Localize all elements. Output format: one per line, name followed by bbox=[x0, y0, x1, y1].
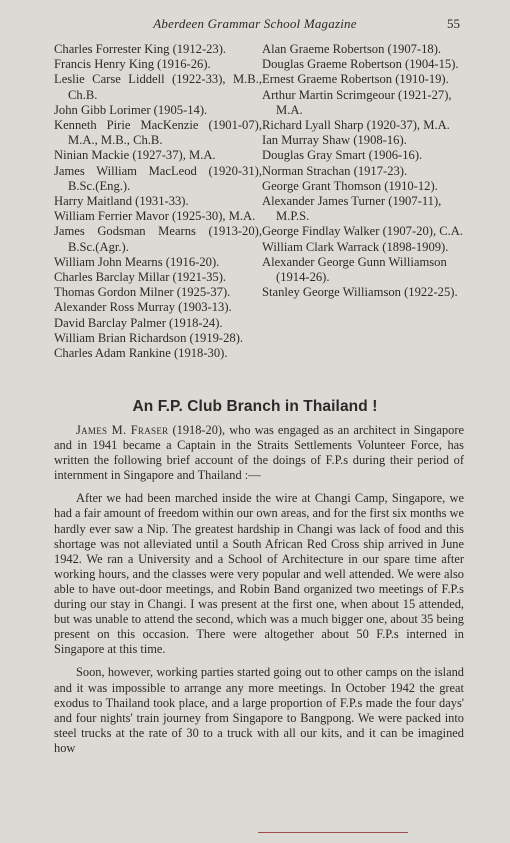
name-entry: Charles Barclay Millar (1921-35). bbox=[54, 270, 227, 285]
name-entry: George Findlay Walker (1907-20), C.A. bbox=[262, 224, 464, 239]
article-title: An F.P. Club Branch in Thailand ! bbox=[132, 398, 378, 415]
article-paragraph: After we had been marched inside the wire at Changi Camp, Singapore, we had a fair amount of freedom within our own areas, and for the first six months we hardly ever saw a Nip. The greatest hardship in Changi was lack of food and this shortage was not alleviated until a South African Red Cross ship arrived in June 1942. We ran a University and a School of Architecture in our spare time after working hours, and the classes were very popular and well attended. We were also able to have out-door meetings, and Robin Band organized two meetings of F.P.s during our stay in Changi. I was present at the first one, when about 15 attended, but was unable to attend the second, which was a much bigger one, about 35 being present on this occasion. There were altogether about 50 F.P.s interned in Singapore at this time. bbox=[54, 491, 464, 657]
name-entry: Thomas Gordon Milner (1925-37). bbox=[54, 285, 231, 300]
name-entry: Ernest Graeme Robertson (1910-19). bbox=[262, 72, 449, 87]
author-name: James M. Fraser bbox=[76, 423, 169, 437]
name-entry: Alexander George Gunn Williamson (1914-26). bbox=[262, 254, 447, 285]
name-entry: William Ferrier Mavor (1925-30), M.A. bbox=[54, 209, 256, 224]
intro-text: (1918-20), who was engaged as an architect in Singapore and in 1941 became a Captain in the Straits Settlements Volunteer Force, has written the following brief account of the doings of F.P.s during their period of internment in Singapore and Thailand :— bbox=[54, 423, 464, 483]
name-list bbox=[54, 42, 464, 372]
name-entry: Francis Henry King (1916-26). bbox=[54, 57, 211, 72]
name-entry: John Gibb Lorimer (1905-14). bbox=[54, 102, 208, 117]
name-entry: Norman Strachan (1917-23). bbox=[262, 163, 408, 178]
name-entry: George Grant Thomson (1910-12). bbox=[262, 178, 438, 193]
name-entry: Stanley George Williamson (1922-25). bbox=[262, 285, 458, 300]
name-entry: Ninian Mackie (1927-37), M.A. bbox=[54, 148, 216, 163]
article-body bbox=[54, 423, 464, 756]
name-entry: Douglas Gray Smart (1906-16). bbox=[262, 148, 423, 163]
name-entry: Ian Murray Shaw (1908-16). bbox=[262, 133, 407, 148]
page-number: 55 bbox=[447, 16, 460, 31]
name-entry: James Godsman Mearns (1913-20), B.Sc.(Agr.). bbox=[54, 224, 262, 254]
bottom-rule bbox=[258, 832, 408, 833]
name-entry: William John Mearns (1916-20). bbox=[54, 254, 220, 269]
name-entry: William Clark Warrack (1898-1909). bbox=[262, 239, 449, 254]
name-entry: David Barclay Palmer (1918-24). bbox=[54, 315, 223, 330]
name-entry: Alan Graeme Robertson (1907-18). bbox=[262, 42, 442, 56]
name-entry: Alexander Ross Murray (1903-13). bbox=[54, 300, 232, 315]
running-title: Aberdeen Grammar School Magazine bbox=[153, 16, 357, 31]
article-intro-paragraph bbox=[54, 423, 464, 483]
article-paragraph: Soon, however, working parties started going out to other camps on the island and it was impossible to arrange any more meetings. In October 1942 the great exodus to Thailand took place, and a large proportion of F.P.s made the four days' and four nights' train journey from Singapore to Bangpong. We were packed into steel trucks at the rate of 30 to a truck with all our kits, and it can be imagined how bbox=[54, 665, 464, 755]
name-entry: Harry Maitland (1931-33). bbox=[54, 194, 189, 209]
name-entry: Leslie Carse Liddell (1922-33), M.B., Ch.B. bbox=[54, 72, 262, 102]
name-entry: Charles Adam Rankine (1918-30). bbox=[54, 346, 228, 361]
name-entry: Douglas Graeme Robertson (1904-15). bbox=[262, 57, 459, 72]
name-list-left-column bbox=[54, 42, 262, 361]
name-entry: Richard Lyall Sharp (1920-37), M.A. bbox=[262, 118, 450, 133]
name-entry: Charles Forrester King (1912-23). bbox=[54, 42, 227, 56]
name-list-right-column bbox=[262, 42, 466, 300]
name-entry: Alexander James Turner (1907-11), M.P.S. bbox=[262, 194, 442, 224]
name-entry: William Brian Richardson (1919-28). bbox=[54, 330, 244, 345]
name-entry: Kenneth Pirie MacKenzie (1901-07), M.A., M.B., Ch.B. bbox=[54, 118, 262, 148]
name-entry: James William MacLeod (1920-31), B.Sc.(Eng.). bbox=[54, 163, 262, 193]
name-entry: Arthur Martin Scrimgeour (1921-27), M.A. bbox=[262, 87, 452, 117]
running-head bbox=[0, 16, 510, 38]
